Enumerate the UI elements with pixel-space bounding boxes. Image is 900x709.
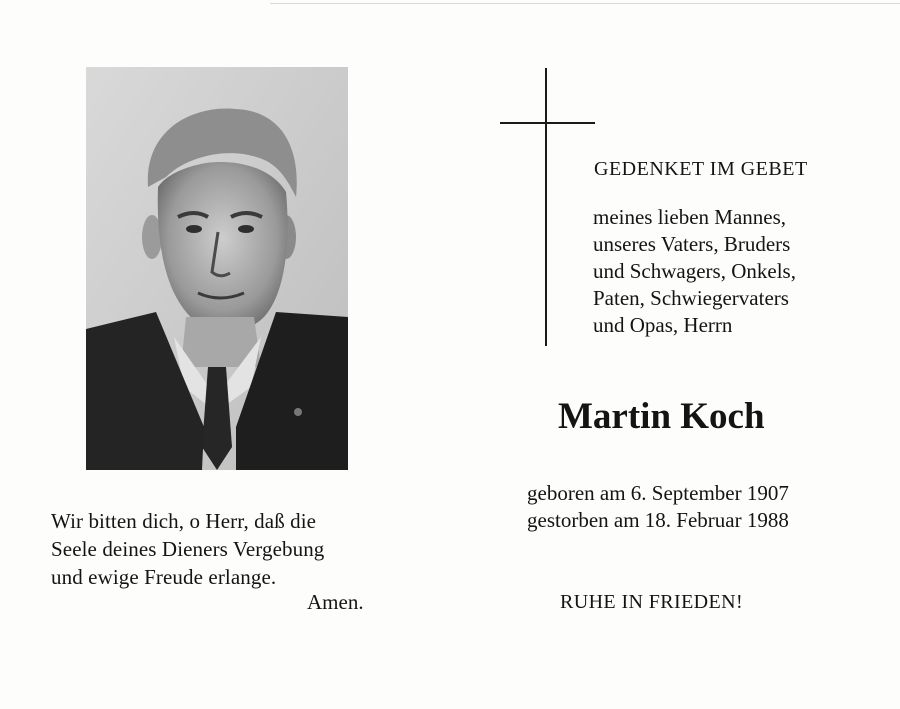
cross-vertical (545, 68, 547, 346)
prayer-line: Seele deines Dieners Vergebung (51, 537, 325, 561)
relation-line: Paten, Schwiegervaters (593, 286, 789, 310)
prayer-line: Wir bitten dich, o Herr, daß die (51, 509, 317, 533)
death-date: gestorben am 18. Februar 1988 (527, 508, 789, 532)
relation-line: meines lieben Mannes, (593, 205, 787, 229)
cross-horizontal (500, 122, 595, 124)
edge-line (270, 3, 900, 4)
relations-text (593, 204, 796, 339)
relation-line: und Schwagers, Onkels, (593, 259, 796, 283)
prayer-line: und ewige Freude erlange. (51, 565, 277, 589)
prayer-text (51, 507, 383, 591)
relation-line: unseres Vaters, Bruders (593, 232, 791, 256)
relation-line: und Opas, Herrn (593, 313, 733, 337)
life-dates (527, 480, 789, 534)
birth-date: geboren am 6. September 1907 (527, 481, 789, 505)
portrait-photo (86, 67, 348, 470)
memorial-heading: GEDENKET IM GEBET (594, 158, 808, 180)
deceased-name: Martin Koch (558, 396, 765, 437)
prayer-closing: Amen. (307, 590, 364, 614)
farewell-text: RUHE IN FRIEDEN! (560, 591, 744, 613)
